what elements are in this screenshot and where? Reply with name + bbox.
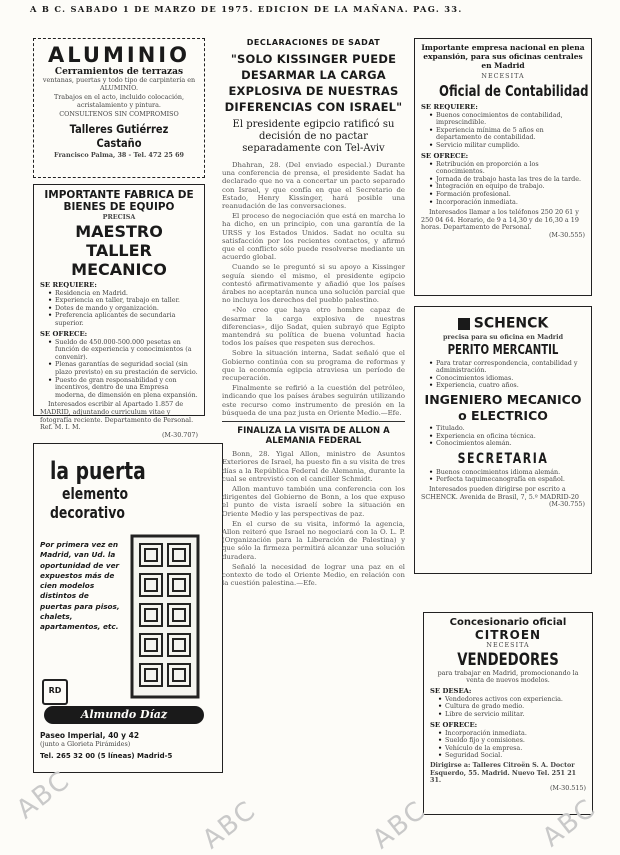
article-paragraph: Cuando se le preguntó si su apoyo a Kissinger seguía siendo el mismo, el presidente egipcio contestó afirmativamente y añadió que los países árabes no aceptarán nunca una solución parcial que no incluya los derechos del pueblo palestino. [222, 263, 405, 305]
list-item: • Perfecta taquimecanografía en español. [429, 476, 585, 484]
watermark: ABC [11, 764, 77, 826]
section-divider [222, 421, 405, 422]
ad-intro: Importante empresa nacional en plena expansión, para sus oficinas centrales en Madrid [421, 43, 585, 70]
ad-subtitle: para trabajar en Madrid, promocionando la venta de nuevos modelos. [437, 668, 579, 685]
ad-title: IMPORTANTE FABRICA DE BIENES DE EQUIPO [44, 189, 194, 213]
aluminio-ad [33, 38, 205, 178]
article-paragraph: Dhahran, 28. (Del enviado especial.) Durante una conferencia de prensa, el presidente Sadat ha declarado que no va a concertar un pacto separado con Israel, y que confía en que el Secretario de Estado, Henry Kissinger, hará posible una reanudación de las conversaciones. [222, 161, 405, 211]
list-item: • Vendedores activos con experiencia. [438, 696, 586, 704]
list-item: • Preferencia aplicantes de secundaria superior. [48, 312, 198, 327]
brand-badge: RD [42, 679, 68, 705]
requirements-label: SE DESEA: [430, 686, 472, 695]
ad-body-2: Trabajos en el acto, incluido colocación, acristalamiento y pintura. [53, 93, 185, 109]
list-item: • Experiencia mínima de 5 años en departamento de contabilidad. [429, 127, 585, 142]
ad-ref: (M-30.755) [548, 500, 585, 509]
list-item: • Residencia en Madrid. [48, 290, 198, 298]
position-title: SECRETARIA [457, 450, 549, 467]
requirements-list [438, 696, 586, 719]
list-item: • Conocimientos alemán. [429, 440, 585, 448]
position-list [429, 360, 585, 390]
list-item: • Incorporación inmediata. [438, 730, 586, 738]
position-title: VENDEDORES [457, 649, 559, 670]
article-kicker: DECLARACIONES DE SADAT [246, 38, 381, 47]
contact-info: Dirigirse a: Talleres Citroën S. A. Doctor Esquerdo, 55. Madrid. Nuevo Tel. 251 21 31. [430, 760, 577, 785]
watermark: ABC [537, 792, 603, 854]
list-item: • Experiencia en taller, trabajo en taller. [48, 297, 198, 305]
offers-label: SE OFRECE: [40, 329, 88, 338]
offers-list [429, 161, 585, 207]
article-headline: "SOLO KISSINGER PUEDE DESARMAR LA CARGA EXPLOSIVA DE NUESTRAS DIFERENCIAS CON ISRAEL" [224, 52, 403, 114]
list-item: • Buenos conocimientos idioma alemán. [429, 469, 585, 477]
brand-icon [458, 318, 470, 330]
article-paragraph: «No creo que haya otro hombre capaz de desarmar la carga explosiva de nuestras diferencias», dijo Sadat, quien subrayó que Egipto mantendrá su política de buena voluntad hacia todos los países que respeten sus derechos. [222, 306, 405, 348]
ad-body: Por primera vez en Madrid, van Ud. la oportunidad de ver expuestos más de cien modelos distintos de puertas para pisos, chalets, apartamentos, etc. [40, 540, 120, 632]
puerta-ad [33, 443, 223, 773]
ad-intro: Concesionario oficial [449, 617, 567, 628]
ad-consult: CONSULTENOS SIN COMPROMISO [59, 110, 179, 119]
watermark: ABC [197, 794, 263, 855]
brand-header [421, 313, 585, 332]
ad-ref: (M-30.515) [549, 783, 586, 792]
requirements-list [48, 290, 198, 328]
watermark: ABC [367, 794, 433, 855]
company-address: Francisco Palma, 38 - Tel. 472 25 69 [54, 150, 184, 159]
contabilidad-ad [414, 38, 592, 296]
position-list [429, 469, 585, 484]
address-line: Paseo Imperial, 40 y 42 [40, 731, 140, 740]
article-paragraph: Sobre la situación interna, Sadat señaló que el Gobierno continúa con su programa de reformas y que la economía egipcia atraviesa un período de recuperación. [222, 349, 405, 383]
list-item: • Experiencia, cuatro años. [429, 382, 585, 390]
article [222, 38, 405, 818]
list-item: • Sueldo fijo y comisiones. [438, 737, 586, 745]
contact-info: Interesados pueden dirigirse por escrito a SCHENCK. Avenida de Brasil, 7, 5.º MADRID-20 [421, 484, 579, 501]
list-item: • Vehículo de la empresa. [438, 745, 586, 753]
article-deck: El presidente egipcio ratificó su decisión de no pactar separadamente con Tel-Aviv [232, 119, 395, 154]
ad-ref: (M-30.555) [548, 230, 585, 239]
necesita-label: NECESITA [481, 72, 525, 80]
article-paragraph: Señaló la necesidad de lograr una paz en el contexto de todo el Oriente Medio, en relación con la cuestión palestina.—Efe. [222, 562, 405, 588]
brand-name: CITROEN [474, 628, 542, 642]
phone-line: Tel. 265 32 00 (5 líneas) Madrid-5 [40, 752, 173, 760]
necesita-label: NECESITA [486, 641, 530, 649]
headline-line: decorativo [50, 503, 125, 522]
ad-headline [50, 458, 216, 522]
door-illustration [130, 534, 200, 699]
ad-subtitle: Cerramientos de terrazas [54, 67, 184, 77]
article-paragraph: El proceso de negociación que está en marcha lo ha dicho, en un principio, con una garantía de la URSS y los Estados Unidos. Sadat no oculta su satisfacción por los recientes contactos, y afirmó que el conflicto sólo puede resolverse mediante un acuerdo global. [222, 212, 405, 262]
headline-line: elemento [62, 484, 129, 503]
article-paragraph: En el curso de su visita, informó la agencia, Allon reiteró que Israel no negociará con la O. L. P. (Organización para la Liberación de Palestina) y que sólo la firmeza permitirá alcanzar una solución duradera. [222, 519, 405, 561]
contact-info: Interesados escribir al Apartado 1.857 de MADRID, adjuntando curriculum vitae y fotografía reciente. Departamento de Personal. Ref. M. I. M. [40, 400, 194, 432]
list-item: • Titulado. [429, 425, 585, 433]
list-item: • Sueldo de 450.000-500.000 pesetas en función de experiencia y conocimientos (a convenir). [48, 339, 198, 362]
list-item: • Dotes de mando y organización. [48, 305, 198, 313]
list-item: • Incorporación inmediata. [429, 199, 585, 207]
ad-body: ventanas, puertas y todo tipo de carpintería en ALUMINIO. [42, 76, 196, 92]
list-item: • Conocimientos idiomas. [429, 375, 585, 383]
list-item: • Cultura de grado medio. [438, 703, 586, 711]
address-line: (junto a Glorieta Pirámides) [40, 740, 131, 748]
position-title: Oficial de Contabilidad [439, 81, 589, 100]
position-title: MAESTRO TALLER MECANICO [71, 221, 167, 279]
position-title: PERITO MERCANTIL [447, 342, 559, 358]
brand-name: SCHENCK [473, 315, 549, 332]
headline-line: la puerta [50, 457, 146, 485]
offers-list [48, 339, 198, 400]
ad-ref: (M-30.707) [161, 430, 198, 439]
list-item: • Puesto de gran responsabilidad y con incentivos, dentro de una Empresa moderna, de dimensión en plena expansión. [48, 377, 198, 400]
list-item: • Servicio militar cumplido. [429, 142, 585, 150]
brand-logo: Almundo Díaz [44, 706, 204, 724]
section-title: FINALIZA LA VISITA DE ALLON A ALEMANIA FEDERAL [237, 426, 390, 447]
company-name: Talleres Gutiérrez Castaño [69, 121, 169, 150]
list-item: • Seguridad Social. [438, 752, 586, 760]
list-item: • Experiencia en oficina técnica. [429, 433, 585, 441]
requirements-label: SE REQUIERE: [40, 280, 97, 289]
article-paragraph: Allon mantuvo también una conferencia con los dirigentes del Gobierno de Bonn, a los que expuso el punto de vista israelí sobre la situación en Oriente Medio y las perspectivas de paz. [222, 484, 405, 518]
list-item: • Plenas garantías de seguridad social (sin plazo previsto) en su prestación de servicio. [48, 361, 198, 376]
ad-intro: precisa para su oficina en Madrid [442, 333, 564, 341]
article-paragraph: Bonn, 28. Yigal Allon, ministro de Asuntos Exteriores de Israel, ha puesto fin a su visita de tres días a la República Federal de Alemania, durante la cual se entrevistó con el canciller Schmidt. [222, 450, 405, 483]
requirements-label: SE REQUIERE: [421, 102, 478, 111]
precisa-label: PRECISA [102, 213, 136, 221]
offers-list [438, 730, 586, 760]
list-item: • Para tratar correspondencia, contabilidad y administración. [429, 360, 585, 375]
list-item: • Integración en equipo de trabajo. [429, 183, 585, 191]
offers-label: SE OFRECE: [421, 151, 469, 160]
position-title: INGENIERO MECANICO o ELECTRICO [424, 391, 582, 423]
requirements-list [429, 112, 585, 150]
list-item: • Formación profesional. [429, 191, 585, 199]
list-item: • Buenos conocimientos de contabilidad, imprescindible. [429, 112, 585, 127]
offers-label: SE OFRECE: [430, 720, 478, 729]
page-header: A B C. SABADO 1 DE MARZO DE 1975. EDICION DE LA MAÑANA. PAG. 33. [30, 4, 463, 14]
ad-title: ALUMINIO [48, 43, 190, 67]
schenck-ad [414, 306, 592, 574]
list-item: • Retribución en proporción a los conocimientos. [429, 161, 585, 176]
list-item: • Libre de servicio militar. [438, 711, 586, 719]
article-paragraph: Finalmente se refirió a la cuestión del petróleo, indicando que los países árabes seguirán utilizando este recurso como instrumento de presión en la búsqueda de una paz justa en Oriente Medio.—Efe. [222, 384, 405, 417]
position-list [429, 425, 585, 448]
citroen-ad [423, 612, 593, 815]
list-item: • Jornada de trabajo hasta las tres de la tarde. [429, 176, 585, 184]
maestro-taller-ad [33, 184, 205, 439]
contact-info: Interesados llamar a los teléfonos 250 20 61 y 250 04 64. Horario, de 9 a 14,30 y de 16,30 a 19 horas. Departamento de Personal. [421, 208, 579, 232]
